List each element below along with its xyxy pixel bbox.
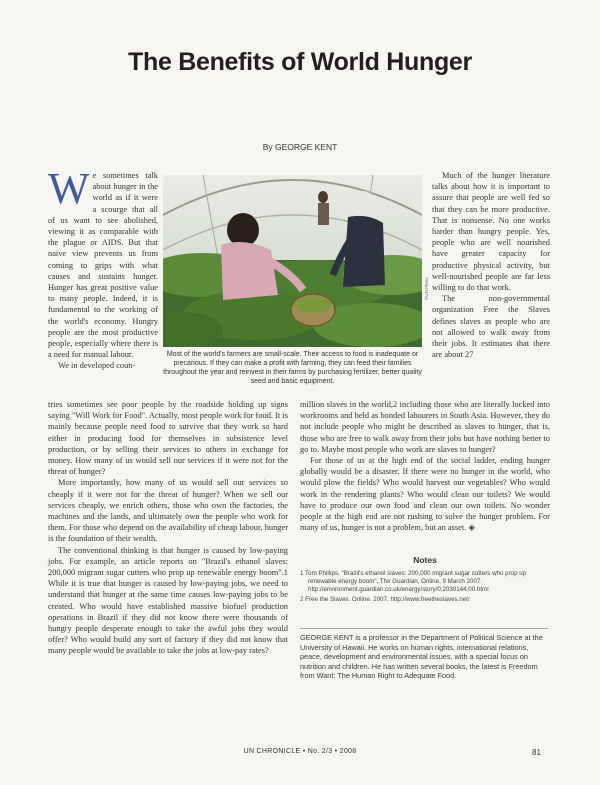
right-column-bottom xyxy=(300,399,550,533)
right-column-top xyxy=(432,170,550,360)
paragraph: tries sometimes see poor people by the roadside holding up signs saying "Will Work for Food". Actually, most people work for food. It is mainly because people need food to survive that they work so hard either in producing food for themselves in subsistence level production, or by selling their services to others in exchange for money. How many of us would sell our services if it were not for the threat of hunger? xyxy=(48,400,288,477)
paragraph: The non-governmental organization Free the Slaves defines slaves as people who are not allowed to walk away from their jobs. It estimates that there are about 27 xyxy=(432,294,550,360)
note-item: 1 Tom Phillips, "Brazil's ethanol slaves: 200,000 migrant sugar cutters who prop up renewable energy boom", The Guardian, Online, 9 March 2007. http://environment.guardian.co.uk/energy/story/0,2030144,00.html xyxy=(300,570,527,593)
notes-list xyxy=(300,570,550,606)
drop-cap: W xyxy=(48,164,90,213)
paragraph: The conventional thinking is that hunger is caused by low-paying jobs. For example, an article reports on "Brazil's ethanol slaves: 200,000 migrant sugar cutters who prop up renewable energy boom".1 While it is true that hunger is caused by low-paying jobs, we need to understand that hunger at the same time causes low-paying jobs to be created. Who would have established massive biofuel production operations in Brazil if they did not know there were thousands of hungry people desperate enough to take the awful jobs they would offer? Who would build any sort of factory if they did not know that many people would be available to take the jobs at low-pay rates? xyxy=(48,545,288,656)
left-column-top xyxy=(48,164,158,372)
paragraph: For those of us at the high end of the social ladder, ending hunger globally would be a disaster. If there were no hunger in the world, who would plow the fields? Who would harvest our vegetables? Who would work in the rendering plants? Who would clean our toilets? We would have to produce our own food and clean our own toilets. No wonder people at the high end are not rushing to solve the hunger problem. For many of us, hunger is not a problem, but an asset. ◈ xyxy=(300,456,550,533)
left-column-bottom xyxy=(48,399,288,657)
paragraph: Much of the hunger literature talks about how it is important to assure that people are well fed so that they can be more productive. That is nonsense. No one works harder than hungry people. Yes, people who are well nourished have greater capacity for productive physical activity, but well-nourished people are far less willing to do that work. xyxy=(432,171,550,293)
paragraph: million slaves in the world,2 including those who are literally locked into workrooms and held as bonded labourers in South Asia. However, they do not include people who might be described as slaves to hunger, that is, those who are free to walk away from their jobs but have nothing better to go to. Maybe most people who work are slaves to hunger? xyxy=(300,400,550,454)
paragraph: More importantly, how many of us would sell our services so cheaply if it were not for the threat of hunger? When we sell our services cheaply, we enrich others, those who own the factories, the machines and the lands, and ultimately own the people who work for them. For those who depend on the availability of cheap labour, hunger is the foundation of their wealth. xyxy=(48,478,288,544)
photo-credit: ©UN Photo xyxy=(424,277,429,300)
article-title: The Benefits of World Hunger xyxy=(128,48,472,76)
divider xyxy=(300,628,548,629)
note-item: 2 Free the Slaves. Online. 2007. http://www.freetheslaves.net/ xyxy=(300,596,470,603)
intro-paragraph: We sometimes talk about hunger in the world as if it were a scourge that all of us want to see abolished, viewing it as comparable with the plague or AIDS. But that naive view prevents us from coming to grips with what causes and sustains hunger. Hunger has great positive value to many people. Indeed, it is fundamental to the working of the world's economy. Hungry people are the most productive people, especially where there is a need for manual labour. xyxy=(48,164,158,360)
paragraph: We in developed coun- xyxy=(58,361,136,371)
author-name: GEORGE KENT xyxy=(300,633,354,642)
page-footer: UN CHRONICLE • No. 2/3 • 2008 xyxy=(243,748,357,755)
page-number: 81 xyxy=(532,748,541,757)
photo-caption: Most of the world's farmers are small-scale. Their access to food is inadequate or precarious. If they can make a profit with farming, they can feed their families throughout the year and reinvest in their farms by purchasing fertilizer, better quality seed and basic equipment. xyxy=(163,351,422,385)
notes-heading: Notes xyxy=(413,555,437,565)
author-bio: GEORGE KENT is a professor in the Department of Political Science at the University of Hawaii. He works on human rights, international relations, peace, development and environmental issues, with a special focus on nutrition and children. He has written several books, the latest is Freedom from Want: The Human Right to Adequate Food. xyxy=(300,633,543,680)
farmers-photo xyxy=(163,175,422,347)
byline: By GEORGE KENT xyxy=(262,142,338,152)
